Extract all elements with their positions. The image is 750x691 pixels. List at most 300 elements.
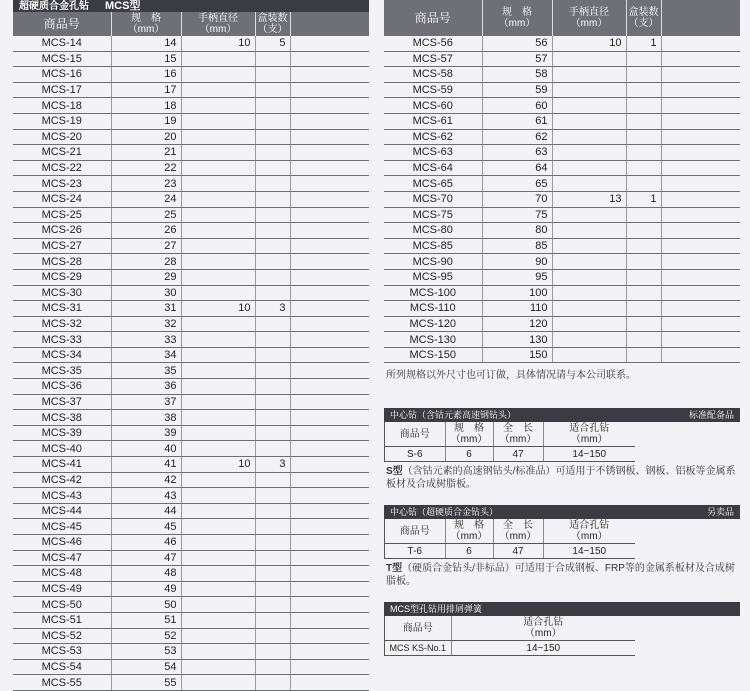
cell-box [255, 67, 290, 83]
table-row [13, 488, 369, 504]
cell-code: MCS-110 [384, 301, 482, 317]
table-row [13, 628, 369, 644]
cell-size: 35 [111, 363, 181, 379]
cell-box [255, 160, 290, 176]
ks-code: MCS KS-No.1 [385, 641, 451, 656]
s-length: 47 [493, 447, 543, 462]
cell-box [626, 67, 661, 83]
table-row [385, 641, 635, 656]
table-row [13, 566, 369, 582]
s-table [385, 422, 635, 462]
cell-shank [552, 82, 626, 98]
cell-size: 25 [111, 207, 181, 223]
cell-blank [290, 82, 369, 98]
cell-size: 41 [111, 457, 181, 473]
cell-shank [181, 363, 255, 379]
cell-shank [181, 379, 255, 395]
cell-code: MCS-38 [13, 410, 111, 426]
cell-blank [290, 145, 369, 161]
table-row [13, 519, 369, 535]
t-drill-section [384, 505, 740, 588]
cell-shank [181, 332, 255, 348]
ks-table-box [384, 616, 635, 656]
cell-code: MCS-150 [384, 347, 482, 363]
cell-shank [552, 238, 626, 254]
cell-size: 23 [111, 176, 181, 192]
cell-blank [661, 347, 740, 363]
cell-size: 54 [111, 659, 181, 675]
cell-code: MCS-58 [384, 67, 482, 83]
table-row [13, 160, 369, 176]
cell-box [626, 254, 661, 270]
cell-blank [290, 550, 369, 566]
cell-blank [290, 379, 369, 395]
cell-shank [181, 550, 255, 566]
cell-shank: 10 [181, 301, 255, 317]
cell-shank [181, 410, 255, 426]
cell-blank [290, 207, 369, 223]
cell-box [255, 254, 290, 270]
cell-code: MCS-34 [13, 347, 111, 363]
cell-blank [290, 254, 369, 270]
cell-code: MCS-63 [384, 145, 482, 161]
cell-code: MCS-18 [13, 98, 111, 114]
cell-shank [552, 129, 626, 145]
cell-blank [290, 238, 369, 254]
table-row [13, 675, 369, 691]
cell-code: MCS-22 [13, 160, 111, 176]
cell-blank [290, 472, 369, 488]
ks-header-code: 商品号 [385, 616, 451, 641]
cell-shank [181, 129, 255, 145]
table-row [13, 597, 369, 613]
cell-size: 17 [111, 82, 181, 98]
cell-box [626, 332, 661, 348]
cell-size: 15 [111, 51, 181, 67]
table-row [384, 67, 740, 83]
table-row [384, 36, 740, 51]
cell-box [626, 207, 661, 223]
cell-blank [661, 67, 740, 83]
cell-blank [290, 503, 369, 519]
cell-size: 44 [111, 503, 181, 519]
header-box: 盒装数 （支） [255, 12, 290, 36]
header-size: 规 格 （mm） [482, 0, 552, 36]
cell-code: MCS-26 [13, 223, 111, 239]
cell-box [255, 207, 290, 223]
t-code: T-6 [385, 544, 445, 559]
cell-box [255, 394, 290, 410]
cell-box [255, 98, 290, 114]
cell-size: 27 [111, 238, 181, 254]
table-row [13, 223, 369, 239]
cell-box [255, 566, 290, 582]
t-fit: 14~150 [543, 544, 635, 559]
cell-shank [552, 347, 626, 363]
product-banner [13, 0, 369, 12]
table-row [384, 145, 740, 161]
cell-code: MCS-95 [384, 269, 482, 285]
cell-blank [290, 223, 369, 239]
cell-box [255, 628, 290, 644]
cell-size: 110 [482, 301, 552, 317]
cell-box [255, 238, 290, 254]
cell-code: MCS-16 [13, 67, 111, 83]
cell-code: MCS-130 [384, 332, 482, 348]
cell-code: MCS-23 [13, 176, 111, 192]
cell-size: 90 [482, 254, 552, 270]
ks-fit: 14~150 [451, 641, 635, 656]
cell-code: MCS-51 [13, 612, 111, 628]
cell-blank [290, 566, 369, 582]
cell-size: 21 [111, 145, 181, 161]
table-row [13, 316, 369, 332]
cell-shank [552, 113, 626, 129]
cell-size: 61 [482, 113, 552, 129]
cell-blank [661, 129, 740, 145]
cell-size: 100 [482, 285, 552, 301]
table-row [384, 191, 740, 207]
cell-box [255, 581, 290, 597]
table-row [13, 82, 369, 98]
cell-code: MCS-42 [13, 472, 111, 488]
cell-code: MCS-57 [384, 51, 482, 67]
cell-code: MCS-33 [13, 332, 111, 348]
cell-shank [181, 285, 255, 301]
t-section-banner [384, 505, 740, 519]
cell-size: 34 [111, 347, 181, 363]
cell-size: 95 [482, 269, 552, 285]
cell-box [255, 597, 290, 613]
cell-box [626, 269, 661, 285]
cell-box [626, 113, 661, 129]
cell-code: MCS-29 [13, 269, 111, 285]
cell-shank: 10 [181, 457, 255, 473]
cell-box [626, 238, 661, 254]
cell-blank [661, 191, 740, 207]
s-header-code: 商品号 [385, 422, 445, 447]
cell-shank [181, 98, 255, 114]
cell-shank [552, 269, 626, 285]
table-row [13, 332, 369, 348]
cell-blank [290, 675, 369, 691]
table-row [384, 301, 740, 317]
cell-shank [181, 425, 255, 441]
cell-box [255, 82, 290, 98]
cell-code: MCS-55 [13, 675, 111, 691]
s-header-length: 全 长 （mm） [493, 422, 543, 447]
t-table [385, 519, 635, 559]
cell-code: MCS-75 [384, 207, 482, 223]
cell-blank [290, 628, 369, 644]
cell-blank [661, 207, 740, 223]
cell-size: 62 [482, 129, 552, 145]
cell-shank: 10 [552, 36, 626, 51]
cell-code: MCS-64 [384, 160, 482, 176]
left-column [13, 0, 369, 691]
cell-box [626, 301, 661, 317]
cell-code: MCS-30 [13, 285, 111, 301]
cell-blank [661, 316, 740, 332]
cell-shank [181, 628, 255, 644]
custom-order-note: 所列规格以外尺寸也可订做，具体情况请与本公司联系。 [386, 370, 636, 382]
cell-code: MCS-48 [13, 566, 111, 582]
cell-blank [290, 98, 369, 114]
cell-shank [181, 160, 255, 176]
cell-shank [181, 441, 255, 457]
cell-box [255, 659, 290, 675]
table-row [384, 238, 740, 254]
cell-size: 39 [111, 425, 181, 441]
cell-box [255, 129, 290, 145]
table-row [384, 316, 740, 332]
t-header-fit: 适合孔钻 （mm） [543, 519, 635, 544]
table-row [385, 544, 635, 559]
cell-code: MCS-32 [13, 316, 111, 332]
cell-blank [661, 223, 740, 239]
cell-size: 50 [111, 597, 181, 613]
cell-size: 52 [111, 628, 181, 644]
cell-box [626, 129, 661, 145]
cell-code: MCS-46 [13, 535, 111, 551]
s-fit: 14~150 [543, 447, 635, 462]
s-size: 6 [445, 447, 493, 462]
table-row [13, 51, 369, 67]
cell-code: MCS-47 [13, 550, 111, 566]
cell-shank [552, 285, 626, 301]
cell-blank [290, 160, 369, 176]
cell-blank [290, 51, 369, 67]
cell-box [626, 347, 661, 363]
right-spec-table [384, 0, 740, 363]
cell-size: 37 [111, 394, 181, 410]
cell-blank [290, 332, 369, 348]
cell-shank [181, 223, 255, 239]
cell-size: 150 [482, 347, 552, 363]
cell-shank [552, 160, 626, 176]
cell-code: MCS-39 [13, 425, 111, 441]
cell-code: MCS-15 [13, 51, 111, 67]
cell-blank [290, 129, 369, 145]
cell-blank [290, 67, 369, 83]
table-row [13, 379, 369, 395]
cell-size: 60 [482, 98, 552, 114]
table-row [13, 612, 369, 628]
t-length: 47 [493, 544, 543, 559]
table-row [13, 457, 369, 473]
cell-blank [661, 36, 740, 51]
cell-box: 3 [255, 457, 290, 473]
cell-shank [181, 67, 255, 83]
cell-box [255, 347, 290, 363]
cell-box [255, 332, 290, 348]
cell-blank [661, 51, 740, 67]
cell-size: 29 [111, 269, 181, 285]
cell-shank [181, 612, 255, 628]
table-row [384, 207, 740, 223]
cell-blank [290, 581, 369, 597]
cell-shank [181, 316, 255, 332]
cell-code: MCS-20 [13, 129, 111, 145]
cell-shank [552, 145, 626, 161]
cell-size: 33 [111, 332, 181, 348]
table-row [13, 207, 369, 223]
cell-shank [181, 191, 255, 207]
table-row [384, 176, 740, 192]
table-row [384, 332, 740, 348]
s-code: S-6 [385, 447, 445, 462]
cell-shank [181, 597, 255, 613]
t-section-title: 中心钻（超硬质合金钻头） [390, 507, 499, 518]
cell-blank [290, 347, 369, 363]
cell-blank [661, 160, 740, 176]
cell-shank [181, 581, 255, 597]
cell-shank [552, 316, 626, 332]
cell-box: 3 [255, 301, 290, 317]
cell-box [626, 51, 661, 67]
cell-box: 5 [255, 36, 290, 51]
cell-box [255, 410, 290, 426]
cell-code: MCS-37 [13, 394, 111, 410]
cell-box [255, 612, 290, 628]
s-header-size: 规 格 （mm） [445, 422, 493, 447]
cell-shank [181, 519, 255, 535]
table-row [13, 659, 369, 675]
header-box: 盒装数 （支） [626, 0, 661, 36]
cell-blank [661, 176, 740, 192]
cell-box [255, 675, 290, 691]
header-blank [290, 12, 369, 36]
cell-blank [290, 597, 369, 613]
cell-blank [290, 457, 369, 473]
right-column [384, 0, 740, 656]
cell-size: 58 [482, 67, 552, 83]
table-row [13, 301, 369, 317]
cell-shank [552, 223, 626, 239]
table-row [384, 347, 740, 363]
cell-blank [290, 394, 369, 410]
cell-size: 16 [111, 67, 181, 83]
cell-size: 40 [111, 441, 181, 457]
cell-code: MCS-36 [13, 379, 111, 395]
cell-code: MCS-17 [13, 82, 111, 98]
cell-blank [661, 269, 740, 285]
cell-shank [181, 488, 255, 504]
header-shank: 手柄直径 （mm） [181, 12, 255, 36]
cell-blank [290, 316, 369, 332]
cell-shank [181, 238, 255, 254]
cell-box [255, 51, 290, 67]
cell-box [255, 425, 290, 441]
table-row [13, 503, 369, 519]
left-table-body [13, 36, 369, 690]
cell-shank [181, 347, 255, 363]
table-row [384, 113, 740, 129]
cell-shank [181, 472, 255, 488]
cell-shank [181, 176, 255, 192]
ks-table [385, 616, 635, 656]
cell-blank [661, 145, 740, 161]
cell-size: 55 [111, 675, 181, 691]
table-row [13, 129, 369, 145]
cell-size: 80 [482, 223, 552, 239]
cell-box [626, 160, 661, 176]
table-row [13, 425, 369, 441]
cell-size: 28 [111, 254, 181, 270]
cell-size: 47 [111, 550, 181, 566]
cell-box [255, 535, 290, 551]
cell-blank [661, 332, 740, 348]
cell-code: MCS-62 [384, 129, 482, 145]
cell-code: MCS-40 [13, 441, 111, 457]
ks-section-title: MCS型孔钻用排屑弹簧 [390, 604, 482, 615]
cell-code: MCS-50 [13, 597, 111, 613]
cell-box [626, 145, 661, 161]
cell-blank [290, 441, 369, 457]
cell-box: 1 [626, 191, 661, 207]
cell-blank [290, 410, 369, 426]
s-drill-section [384, 408, 740, 491]
table-row [13, 285, 369, 301]
cell-box [626, 176, 661, 192]
cell-code: MCS-35 [13, 363, 111, 379]
cell-box [255, 472, 290, 488]
table-row [13, 644, 369, 660]
cell-size: 32 [111, 316, 181, 332]
cell-box [255, 519, 290, 535]
cell-code: MCS-52 [13, 628, 111, 644]
cell-size: 64 [482, 160, 552, 176]
cell-shank [552, 254, 626, 270]
cell-box [626, 285, 661, 301]
header-code: 商品号 [13, 12, 111, 36]
table-row [13, 581, 369, 597]
cell-blank [290, 36, 369, 51]
s-section-tag: 标准配备品 [688, 410, 734, 421]
cell-size: 38 [111, 410, 181, 426]
cell-blank [290, 191, 369, 207]
cell-box [255, 441, 290, 457]
cell-size: 19 [111, 113, 181, 129]
table-row [384, 269, 740, 285]
cell-size: 14 [111, 36, 181, 51]
cell-blank [290, 301, 369, 317]
cell-code: MCS-54 [13, 659, 111, 675]
cell-blank [661, 113, 740, 129]
cell-shank [552, 67, 626, 83]
table-row [384, 160, 740, 176]
cell-code: MCS-100 [384, 285, 482, 301]
cell-box [255, 145, 290, 161]
cell-size: 59 [482, 82, 552, 98]
cell-size: 24 [111, 191, 181, 207]
table-row [13, 363, 369, 379]
cell-code: MCS-59 [384, 82, 482, 98]
cell-shank [181, 675, 255, 691]
cell-shank [181, 145, 255, 161]
cell-shank [181, 644, 255, 660]
header-size: 规 格 （mm） [111, 12, 181, 36]
cell-code: MCS-85 [384, 238, 482, 254]
table-header [13, 12, 369, 36]
cell-box [626, 223, 661, 239]
table-row [13, 472, 369, 488]
cell-shank [181, 535, 255, 551]
cell-shank: 13 [552, 191, 626, 207]
s-section-title: 中心钻（含钴元素高速钢钻头） [390, 410, 517, 421]
s-description: S型（含钴元素的高速钢钻头/标准品）可适用于不锈钢板、钢板、铝板等金属系板材及合成树脂板。 [386, 466, 736, 491]
cell-box [255, 285, 290, 301]
